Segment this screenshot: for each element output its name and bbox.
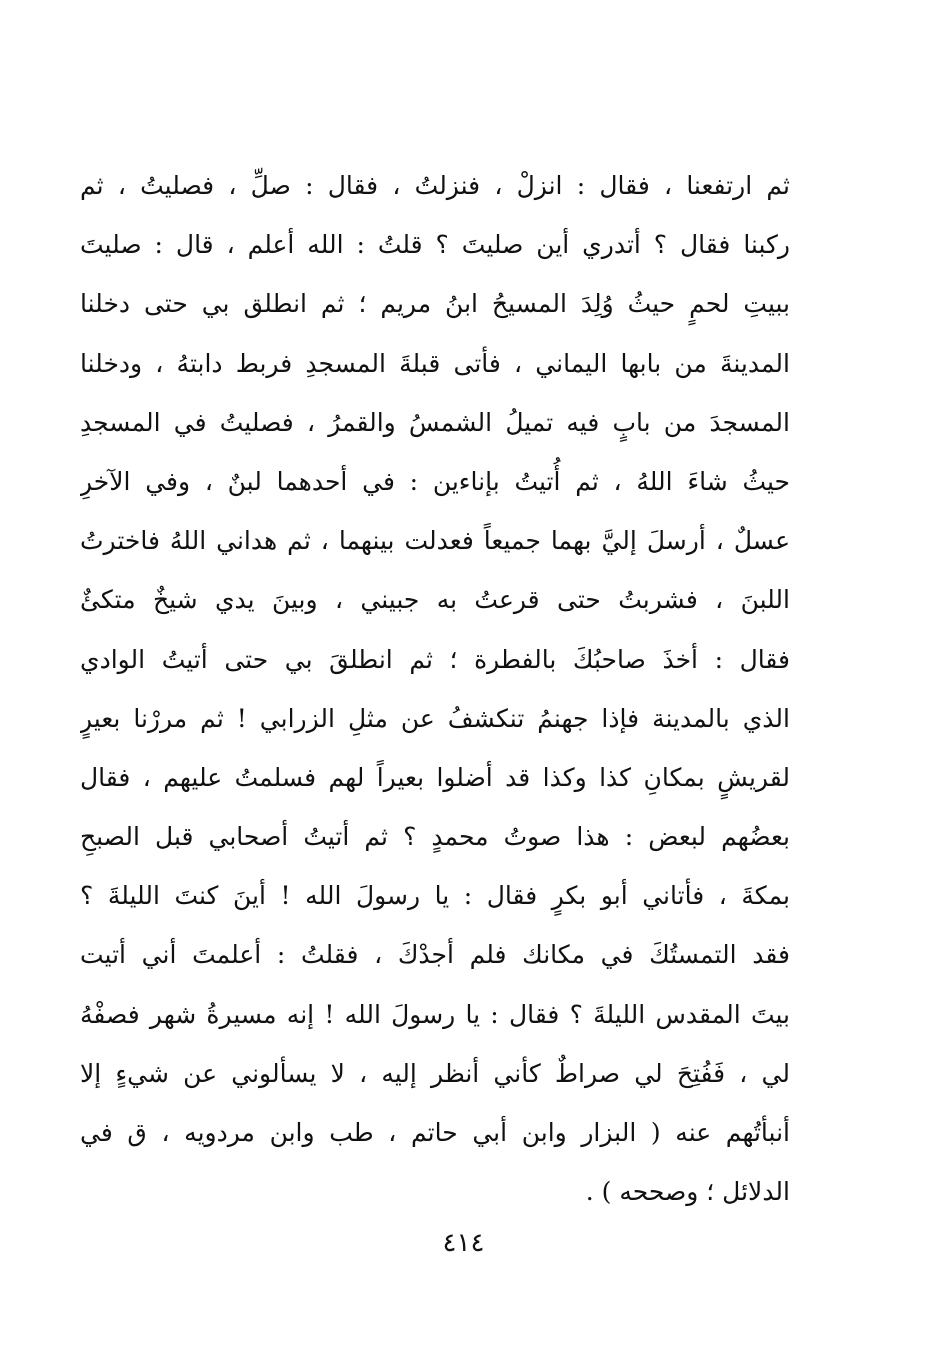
text-line-12: بعضُهم لبعض : هذا صوتُ محمدٍ ؟ ثم أتيتُ أصحابي قبل الصبحِ [80, 822, 790, 852]
text-line-9: فقال : أخذَ صاحبُكَ بالفطرة ؛ ثم انطلقَ بي حتى أتيتُ الوادي [80, 644, 790, 674]
text-line-10: الذي بالمدينة فإذا جهنمُ تنكشفُ عن مثلِ الزرابي ! ثم مررْنا بعيرٍ [80, 703, 790, 733]
text-line-3: ببيتِ لحمٍ حيثُ وُلِدَ المسيحُ ابنُ مريم ؛ ثم انطلق بي حتى دخلنا [80, 289, 790, 319]
text-line-1: ثم ارتفعنا ، فقال : انزلْ ، فنزلتُ ، فقال : صلِّ ، فصليتُ ، ثم [80, 171, 790, 200]
page-number: ٤١٤ [442, 1228, 485, 1258]
text-line-15: بيتَ المقدس الليلةَ ؟ فقال : يا رسولَ الله ! إنه مسيرةُ شهر فصفْهُ [80, 999, 790, 1029]
text-line-2: ركبنا فقال ؟ أتدري أين صليتَ ؟ قلتُ : الله أعلم ، قال : صليتَ [80, 230, 790, 260]
text-line-13: بمكةَ ، فأتاني أبو بكرٍ فقال : يا رسولَ الله ! أينَ كنتَ الليلةَ ؟ [80, 881, 790, 911]
text-line-6: حيثُ شاءَ اللهُ ، ثم أُتيتُ بإناءين : في أحدهما لبنٌ ، وفي الآخرِ [80, 466, 790, 496]
text-line-14: فقد التمستُكَ في مكانك فلم أجدْكَ ، فقلتُ : أعلمتَ أني أتيت [80, 940, 790, 970]
text-line-11: لقريشٍ بمكانِ كذا وكذا قد أضلوا بعيراً لهم فسلمتُ عليهم ، فقال [80, 762, 790, 792]
text-line-8: اللبنَ ، فشربتُ حتى قرعتُ به جبيني ، وبينَ يدي شيخٌ متكئٌ [80, 585, 790, 615]
text-line-17: أنبأتُهم عنه ( البزار وابن أبي حاتم ، طب وابن مردويه ، ق في [80, 1118, 790, 1147]
text-line-5: المسجدَ من بابٍ فيه تميلُ الشمسُ والقمرُ ، فصليتُ في المسجدِ [80, 407, 790, 437]
text-line-18: الدلائل ؛ وصححه ) . [585, 1177, 790, 1207]
body-text [80, 156, 790, 1221]
text-line-7: عسلٌ ، أرسلَ إليَّ بهما جميعاً فعدلت بينهما ، ثم هداني اللهُ فاخترتُ [80, 526, 790, 556]
text-line-4: المدينةَ من بابها اليماني ، فأتى قبلةَ المسجدِ فربط دابتهُ ، ودخلنا [80, 348, 790, 378]
text-line-16: لي ، فَفُتِحَ لي صراطٌ كأني أنظر إليه ، لا يسألوني عن شيءٍ إلا [80, 1058, 790, 1088]
